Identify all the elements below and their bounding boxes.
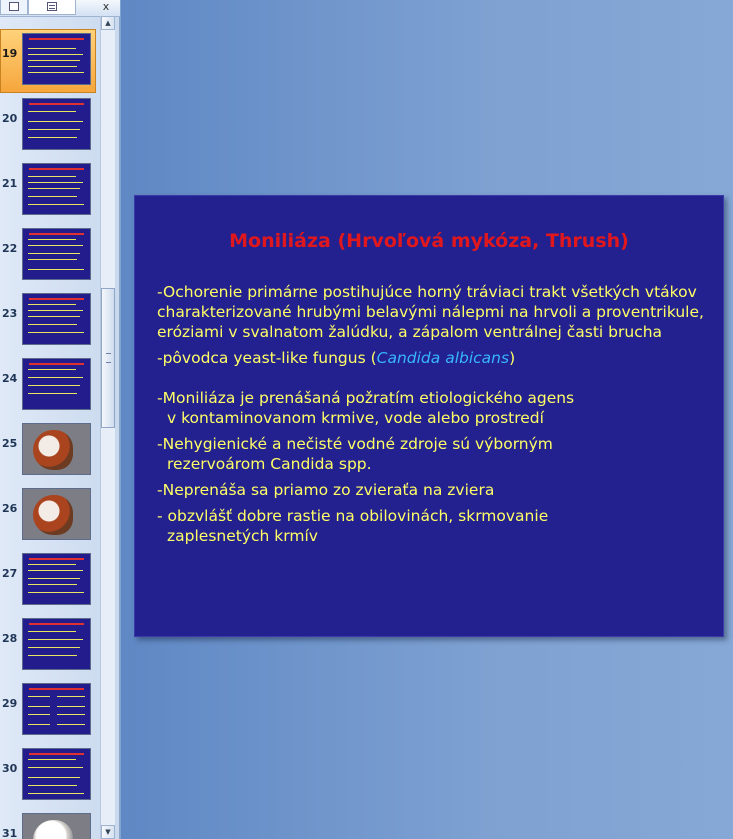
preview-text-line bbox=[28, 332, 84, 333]
slide-number: 24 bbox=[2, 372, 18, 385]
preview-text-line bbox=[28, 269, 84, 270]
paragraph-water bbox=[157, 434, 707, 474]
tab-outline[interactable] bbox=[0, 0, 28, 15]
preview-title bbox=[29, 298, 84, 300]
close-panel-button[interactable] bbox=[96, 0, 116, 15]
slide-preview bbox=[22, 423, 91, 475]
preview-text-line bbox=[28, 121, 83, 122]
preview-text-line bbox=[28, 631, 76, 632]
preview-text-line bbox=[28, 377, 83, 378]
slide-thumbnail[interactable] bbox=[0, 813, 100, 839]
slide-thumbnail[interactable] bbox=[0, 618, 100, 678]
agent-suffix: ) bbox=[509, 349, 516, 367]
preview-text-line bbox=[28, 724, 50, 725]
agent-species: Candida albicans bbox=[376, 349, 510, 367]
slide-thumbnail[interactable] bbox=[0, 163, 100, 223]
slide-preview bbox=[22, 748, 91, 800]
slides-panel bbox=[0, 0, 120, 839]
preview-text-line bbox=[28, 777, 80, 778]
slide-preview bbox=[22, 293, 91, 345]
preview-text-line bbox=[28, 72, 84, 73]
slide-thumbnail[interactable] bbox=[0, 748, 100, 808]
slide-number: 22 bbox=[2, 242, 18, 255]
slide-thumbnail[interactable] bbox=[0, 553, 100, 613]
slide-preview bbox=[22, 33, 91, 85]
slide-preview bbox=[22, 163, 91, 215]
preview-text-line bbox=[28, 66, 77, 67]
preview-text-line bbox=[28, 793, 84, 794]
slide-thumbnail[interactable] bbox=[0, 33, 100, 93]
preview-text-line bbox=[28, 564, 76, 565]
preview-text-line bbox=[28, 60, 80, 61]
preview-text-line bbox=[28, 570, 83, 571]
preview-text-line bbox=[28, 188, 80, 189]
preview-text-line bbox=[28, 759, 76, 760]
slide-thumbnail[interactable] bbox=[0, 488, 100, 548]
preview-title bbox=[29, 233, 84, 235]
current-slide[interactable] bbox=[134, 195, 724, 637]
chicken-photo bbox=[33, 430, 73, 470]
preview-text-line bbox=[28, 54, 83, 55]
preview-text-line bbox=[28, 696, 50, 697]
preview-text-line bbox=[28, 393, 77, 394]
preview-text-line bbox=[28, 584, 77, 585]
preview-text-line bbox=[28, 176, 76, 177]
preview-text-line bbox=[28, 369, 76, 370]
scroll-up-arrow-icon[interactable]: ▲ bbox=[101, 16, 115, 30]
paragraph-agent bbox=[157, 348, 707, 368]
slide-preview bbox=[22, 228, 91, 280]
preview-text-line bbox=[28, 137, 77, 138]
slide-preview bbox=[22, 813, 91, 839]
outline-icon bbox=[9, 2, 19, 11]
transmission-line-2: v kontaminovanom krmive, vode alebo prostredí bbox=[167, 409, 544, 427]
water-line-1: -Nehygienické a nečisté vodné zdroje sú výborným bbox=[157, 435, 553, 453]
preview-title bbox=[29, 103, 84, 105]
slide-body bbox=[157, 282, 707, 546]
slide-number: 19 bbox=[2, 47, 18, 60]
slide-thumbnail-list bbox=[0, 16, 100, 839]
paragraph-growth bbox=[157, 506, 707, 546]
preview-text-line bbox=[57, 706, 85, 707]
slide-number: 31 bbox=[2, 827, 18, 839]
preview-title bbox=[29, 363, 84, 365]
slide-preview bbox=[22, 553, 91, 605]
slide-number: 29 bbox=[2, 697, 18, 710]
chicken-photo bbox=[33, 820, 73, 839]
slide-number: 27 bbox=[2, 567, 18, 580]
preview-text-line bbox=[28, 304, 76, 305]
agent-label: -pôvodca yeast-like fungus ( bbox=[157, 349, 377, 367]
slide-number: 25 bbox=[2, 437, 18, 450]
slide-thumbnail[interactable] bbox=[0, 683, 100, 743]
preview-title bbox=[29, 623, 84, 625]
preview-text-line bbox=[28, 129, 80, 130]
preview-text-line bbox=[28, 48, 76, 49]
preview-text-line bbox=[28, 385, 80, 386]
preview-text-line bbox=[28, 196, 77, 197]
preview-text-line bbox=[28, 259, 77, 260]
preview-title bbox=[29, 38, 84, 40]
preview-text-line bbox=[28, 578, 80, 579]
slide-title: Moniliáza (Hrvoľová mykóza, Thrush) bbox=[229, 230, 629, 252]
preview-text-line bbox=[28, 324, 77, 325]
preview-text-line bbox=[28, 592, 84, 593]
slide-thumbnail[interactable] bbox=[0, 358, 100, 418]
preview-text-line bbox=[28, 714, 50, 715]
preview-text-line bbox=[28, 316, 80, 317]
preview-title bbox=[29, 168, 84, 170]
close-icon: x bbox=[102, 0, 110, 13]
preview-text-line bbox=[28, 785, 77, 786]
scroll-down-arrow-icon[interactable]: ▼ bbox=[101, 825, 115, 839]
slides-list-icon bbox=[47, 2, 57, 11]
slide-preview bbox=[22, 488, 91, 540]
preview-text-line bbox=[28, 204, 84, 205]
scroll-thumb[interactable] bbox=[101, 288, 115, 428]
paragraph-contact: -Neprenáša sa priamo zo zvieraťa na zviera bbox=[157, 481, 495, 499]
paragraph-description: -Ochorenie primárne postihujúce horný tráviaci trakt všetkých vtákov charakterizované hrubými belavými nálepmi na hrvoli a proventrikule, eróziami v svalnatom žalúdku, a zápalom ventrálnej časti brucha bbox=[157, 283, 704, 341]
growth-line-2: zaplesnetých krmív bbox=[167, 527, 318, 545]
slide-preview bbox=[22, 618, 91, 670]
slide-number: 26 bbox=[2, 502, 18, 515]
water-line-2: rezervoárom Candida spp. bbox=[167, 455, 372, 473]
slide-number: 23 bbox=[2, 307, 18, 320]
slide-number: 28 bbox=[2, 632, 18, 645]
slide-editor-area bbox=[121, 0, 733, 839]
slide-number: 21 bbox=[2, 177, 18, 190]
preview-title bbox=[29, 753, 84, 755]
slide-thumbnail[interactable] bbox=[0, 423, 100, 483]
transmission-line-1: -Moniliáza je prenášaná požratím etiologického agens bbox=[157, 389, 575, 407]
slide-preview bbox=[22, 98, 91, 150]
thumbnail-scrollbar[interactable] bbox=[100, 16, 115, 839]
slide-thumbnail[interactable] bbox=[0, 98, 100, 158]
preview-text-line bbox=[57, 724, 85, 725]
preview-text-line bbox=[57, 714, 85, 715]
preview-text-line bbox=[28, 253, 80, 254]
preview-text-line bbox=[28, 182, 83, 183]
preview-text-line bbox=[28, 310, 83, 311]
paragraph-transmission bbox=[157, 388, 707, 428]
preview-text-line bbox=[57, 696, 85, 697]
slide-number: 30 bbox=[2, 762, 18, 775]
preview-title bbox=[29, 558, 84, 560]
slide-preview bbox=[22, 683, 91, 735]
preview-text-line bbox=[28, 706, 50, 707]
slide-number: 20 bbox=[2, 112, 18, 125]
preview-text-line bbox=[28, 111, 76, 112]
slide-thumbnail[interactable] bbox=[0, 293, 100, 353]
preview-text-line bbox=[28, 639, 83, 640]
slide-thumbnail[interactable] bbox=[0, 228, 100, 288]
preview-text-line bbox=[28, 767, 83, 768]
panel-tabs bbox=[0, 0, 120, 17]
growth-line-1: - obzvlášť dobre rastie na obilovinách, skrmovanie bbox=[157, 507, 549, 525]
preview-text-line bbox=[28, 245, 83, 246]
slide-preview bbox=[22, 358, 91, 410]
preview-text-line bbox=[28, 655, 77, 656]
chicken-photo bbox=[33, 495, 73, 535]
tab-slides[interactable] bbox=[28, 0, 76, 15]
preview-title bbox=[29, 688, 84, 690]
preview-text-line bbox=[28, 239, 76, 240]
preview-text-line bbox=[28, 647, 80, 648]
